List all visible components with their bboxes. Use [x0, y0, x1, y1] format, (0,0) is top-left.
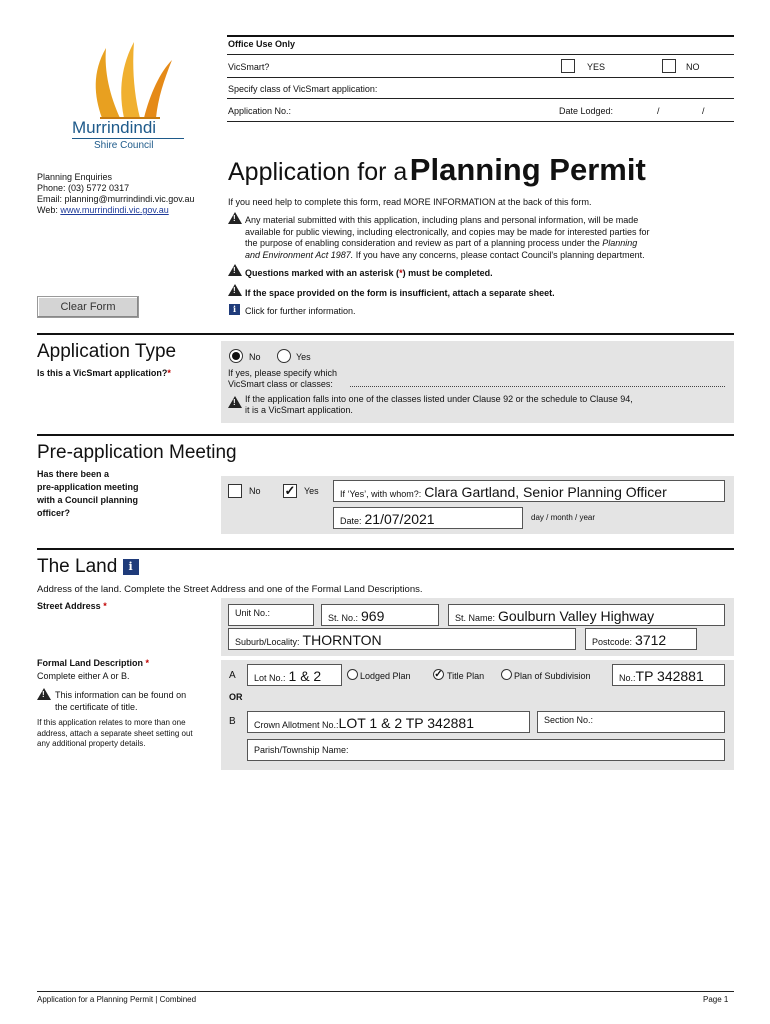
- plan-subdivision-label: Plan of Subdivision: [514, 671, 591, 681]
- unit-no-label: Unit No.:: [235, 608, 271, 618]
- specify-class-label: Specify class of VicSmart application:: [228, 84, 378, 94]
- suburb-field[interactable]: [228, 628, 576, 650]
- pre-app-date-value: 21/07/2021: [364, 511, 435, 527]
- section-no-label: Section No.:: [544, 715, 594, 725]
- asterisk-note-star: *: [399, 268, 403, 278]
- notice-line-1: Any material submitted with this application, including plans and personal information, will be made: [245, 215, 639, 225]
- application-no-label: Application No.:: [228, 106, 292, 116]
- logo-sub: Shire Council: [94, 140, 154, 151]
- asterisk-note: [245, 268, 493, 278]
- info-icon[interactable]: i: [229, 304, 240, 315]
- pre-app-no-label: No: [249, 486, 261, 496]
- contact-web-link[interactable]: www.murrindindi.vic.gov.au: [60, 205, 169, 215]
- lot-no-label: Lot No.:: [254, 673, 286, 683]
- help-text: If you need help to complete this form, read MORE INFORMATION at the back of this form.: [228, 197, 592, 207]
- plan-subdivision-radio[interactable]: [501, 669, 512, 680]
- formal-land-star: *: [145, 658, 150, 668]
- vicsmart-no-label: No: [249, 352, 261, 362]
- notice-line-3: [245, 238, 725, 250]
- plan-no-field[interactable]: [612, 664, 725, 686]
- office-yes-checkbox[interactable]: [561, 59, 575, 73]
- cert-note: [55, 689, 186, 713]
- land-heading-text: The Land: [37, 556, 118, 577]
- vicsmart-specify-2: VicSmart class or classes:: [228, 379, 333, 389]
- or-label: OR: [229, 692, 243, 702]
- vicsmart-question: VicSmart?: [228, 62, 270, 72]
- pre-app-whom-value: Clara Gartland, Senior Planning Officer: [424, 484, 667, 500]
- option-a-label: A: [229, 670, 236, 681]
- pre-app-date-field[interactable]: [333, 507, 523, 529]
- asterisk-warning-icon: [228, 264, 242, 278]
- lot-no-value: 1 & 2: [288, 668, 322, 684]
- contact-web: [37, 205, 195, 216]
- pre-app-whom-field[interactable]: [333, 480, 725, 502]
- vicsmart-question-star: *: [167, 368, 171, 378]
- contact-email: Email: planning@murrindindi.vic.gov.au: [37, 194, 195, 204]
- multi-note-2: address, attach a separate sheet setting out: [37, 728, 193, 738]
- vicsmart-question-label: [37, 368, 171, 378]
- postcode-label: Postcode:: [592, 637, 633, 647]
- page-title-part1: Application for a: [228, 158, 408, 186]
- street-address-label: [37, 601, 107, 611]
- office-title: Office Use Only: [228, 39, 296, 49]
- section-no-field[interactable]: [537, 711, 725, 733]
- date-lodged-slash-2: /: [702, 106, 705, 116]
- council-logo: [60, 36, 200, 156]
- contact-block: [37, 172, 195, 216]
- pre-application-heading: Pre-application Meeting: [37, 442, 237, 463]
- asterisk-note-post: ) must be completed.: [402, 268, 493, 278]
- title-plan-label: Title Plan: [447, 671, 485, 681]
- office-no-label: NO: [686, 62, 700, 72]
- formal-land-label: [37, 658, 149, 668]
- vicsmart-yes-label: Yes: [296, 352, 311, 362]
- street-no-field[interactable]: [321, 604, 439, 626]
- formal-land-sub: Complete either A or B.: [37, 671, 130, 681]
- postcode-field[interactable]: [585, 628, 697, 650]
- title-plan-radio[interactable]: ✓: [434, 669, 443, 680]
- contact-heading: Planning Enquiries: [37, 172, 113, 182]
- notice-line-3-text: the purpose of enabling consideration and review as part of a planning process under the: [245, 238, 600, 248]
- cert-warning-icon: [37, 688, 51, 702]
- land-info-icon[interactable]: i: [123, 559, 139, 575]
- space-warning-icon: [228, 284, 242, 298]
- office-no-checkbox[interactable]: [662, 59, 676, 73]
- logo-name: Murrindindi: [72, 118, 157, 137]
- asterisk-note-pre: Questions marked with an asterisk (: [245, 268, 400, 278]
- street-name-field[interactable]: [448, 604, 725, 626]
- multi-address-note: [37, 718, 193, 750]
- notice-act-italic-2: and Environment Act 1987.: [245, 249, 354, 260]
- street-address-star: *: [103, 601, 107, 611]
- footer-left: Application for a Planning Permit | Combined: [37, 995, 197, 1004]
- multi-note-1: If this application relates to more than one: [37, 718, 186, 727]
- option-b-label: B: [229, 716, 236, 727]
- pre-app-yes-label: Yes: [304, 486, 319, 496]
- plan-no-value: TP 342881: [635, 668, 704, 684]
- page-title: [228, 152, 646, 188]
- application-type-heading: Application Type: [37, 341, 177, 362]
- notice-line-2: available for public viewing, including electronically, and copies may be made for interested parties for: [245, 226, 650, 237]
- lot-no-field[interactable]: [247, 664, 342, 686]
- logo-emblem-icon: [60, 36, 200, 122]
- clause-warning-icon: [228, 396, 242, 410]
- postcode-value: 3712: [635, 632, 667, 648]
- space-note: If the space provided on the form is insufficient, attach a separate sheet.: [245, 288, 555, 298]
- pre-application-question: [37, 468, 139, 520]
- vicsmart-yes-radio[interactable]: [277, 349, 291, 363]
- clause-note: [245, 394, 633, 416]
- pre-app-q-line-4: officer?: [37, 508, 71, 518]
- pre-app-q-line-2: pre-application meeting: [37, 482, 139, 492]
- pre-app-date-label: Date:: [340, 516, 362, 526]
- street-name-value: Goulburn Valley Highway: [498, 608, 655, 624]
- contact-web-label: Web:: [37, 205, 58, 215]
- date-lodged-slash-1: /: [657, 106, 660, 116]
- parish-field[interactable]: [247, 739, 725, 761]
- vicsmart-class-input[interactable]: [350, 386, 725, 387]
- parish-label: Parish/Township Name:: [254, 745, 349, 755]
- cert-note-1: This information can be found on: [55, 690, 187, 700]
- contact-phone: Phone: (03) 5772 0317: [37, 183, 130, 193]
- formal-land-text: Formal Land Description: [37, 658, 144, 668]
- street-address-text: Street Address: [37, 601, 101, 611]
- notice-warning-icon: [228, 212, 242, 226]
- date-lodged-label: Date Lodged:: [559, 106, 614, 116]
- street-no-label: St. No.:: [328, 613, 359, 623]
- land-heading: [37, 556, 139, 578]
- click-info-text: Click for further information.: [245, 306, 356, 316]
- notice-line-4: [245, 250, 725, 262]
- crown-allotment-value: LOT 1 & 2 TP 342881: [338, 715, 474, 731]
- suburb-value: THORNTON: [302, 632, 382, 648]
- multi-note-3: any additional property details.: [37, 739, 146, 748]
- street-no-value: 969: [361, 608, 385, 624]
- page-title-part2: Planning Permit: [409, 152, 646, 187]
- vicsmart-specify-1: If yes, please specify which: [228, 368, 338, 378]
- vicsmart-question-text: Is this a VicSmart application?: [37, 368, 168, 378]
- cert-note-2: the certificate of title.: [55, 702, 138, 712]
- lodged-plan-label: Lodged Plan: [360, 671, 411, 681]
- vicsmart-no-radio[interactable]: [229, 349, 243, 363]
- footer-page: Page 1: [703, 995, 729, 1004]
- clause-note-1: If the application falls into one of the classes listed under Clause 92 or the schedule to Clause 94,: [245, 394, 633, 404]
- street-name-label: St. Name:: [455, 613, 496, 623]
- pre-app-date-format: day / month / year: [531, 513, 596, 522]
- pre-app-q-line-1: Has there been a: [37, 469, 110, 479]
- land-intro: Address of the land. Complete the Street Address and one of the Formal Land Descriptions.: [37, 584, 423, 595]
- pre-app-whom-label: If ‘Yes’, with whom?:: [340, 489, 422, 499]
- notice-act-italic-1: Planning: [602, 238, 638, 248]
- crown-allotment-field[interactable]: [247, 711, 530, 733]
- suburb-label: Suburb/Locality:: [235, 637, 300, 647]
- office-yes-label: YES: [587, 62, 606, 72]
- lodged-plan-radio[interactable]: [347, 669, 358, 680]
- notice-line-4-text: If you have any concerns, please contact Council's planning department.: [355, 249, 645, 260]
- clear-form-button[interactable]: Clear Form: [37, 296, 139, 318]
- pre-app-no-checkbox[interactable]: [228, 484, 242, 498]
- unit-no-field[interactable]: [228, 604, 314, 626]
- pre-app-yes-checkbox[interactable]: ✓: [284, 483, 296, 498]
- clause-note-2: it is a VicSmart application.: [245, 405, 353, 415]
- plan-no-label: No.:: [619, 673, 636, 683]
- crown-allotment-label: Crown Allotment No.:: [254, 720, 339, 730]
- pre-app-q-line-3: with a Council planning: [37, 495, 138, 505]
- public-notice: [245, 215, 725, 261]
